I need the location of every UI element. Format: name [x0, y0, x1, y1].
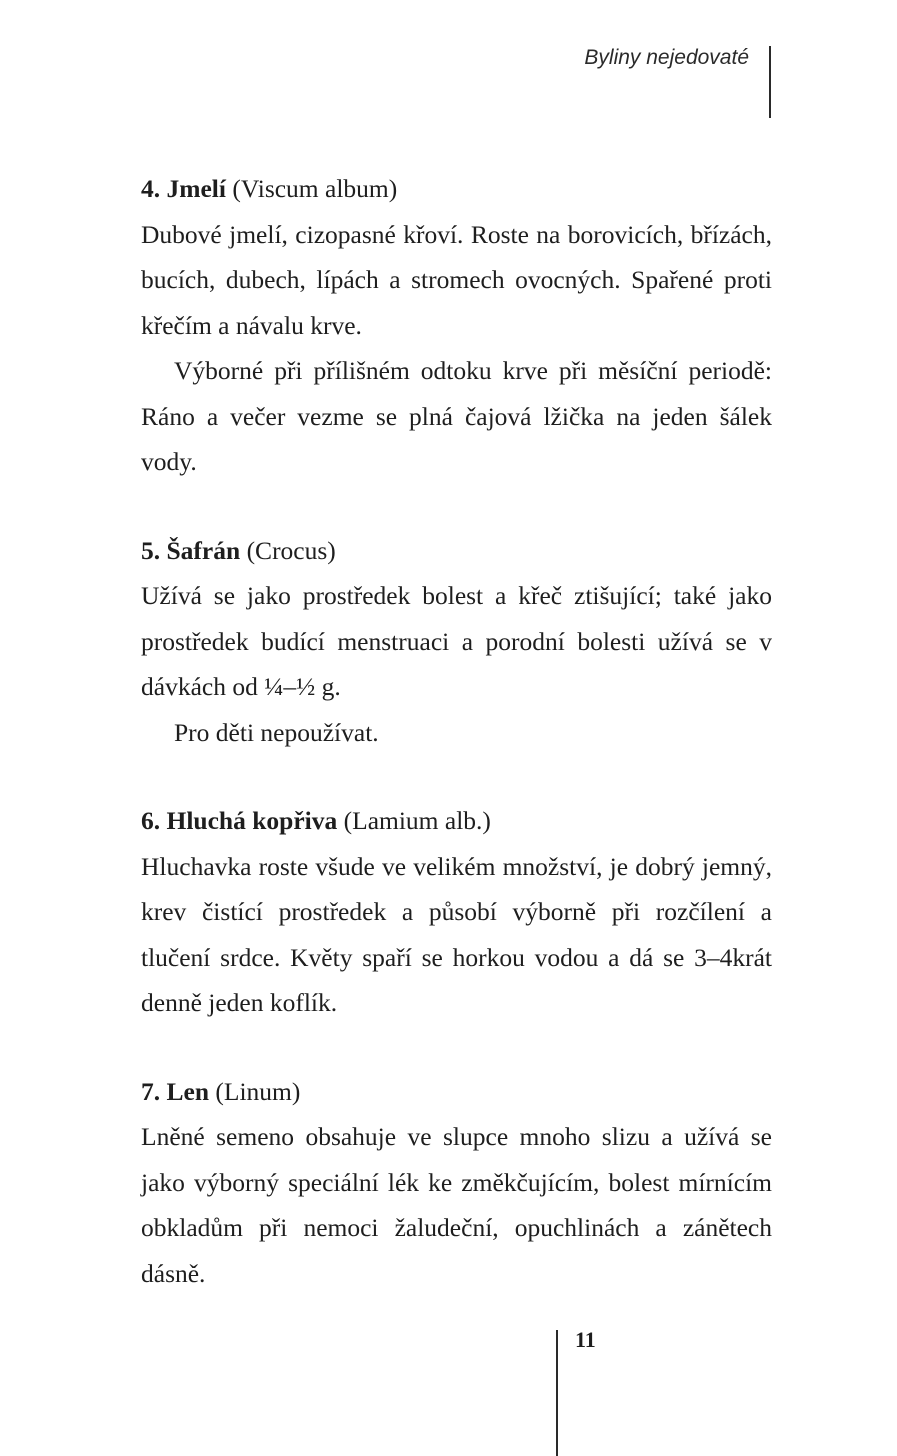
- entry-paragraph: Výborné při přílišném odtoku krve při měsíční periodě: Ráno a večer vezme se plná čajová lžička na jeden šálek vody.: [141, 356, 772, 476]
- entry-latin-name: (Linum): [215, 1076, 301, 1106]
- header-vertical-rule: [769, 46, 771, 118]
- entry-number: 6.: [141, 806, 161, 835]
- entry-paragraph: Hluchavka roste všude ve velikém množství, je dobrý jemný, krev čistící prostředek a působí výborně při rozčílení a tlučení srdce. Květy spaří se horkou vodou a dá se 3–4krát denně jeden koflík.: [141, 851, 772, 1017]
- entry-name: Jmelí: [166, 174, 226, 203]
- running-head-title: Byliny nejedovaté: [584, 46, 749, 69]
- entry-title: [141, 528, 772, 574]
- entry-jmeli: [141, 166, 772, 485]
- entry-name: Šafrán: [166, 535, 241, 565]
- entry-title: [141, 1069, 772, 1115]
- entry-number: 4.: [141, 174, 161, 203]
- entry-safran: [141, 528, 772, 756]
- entry-hlucha-kopriva: [141, 798, 772, 1026]
- footer-vertical-rule: [556, 1330, 558, 1456]
- entry-latin-name: (Crocus): [246, 535, 336, 565]
- entry-len: [141, 1069, 772, 1297]
- entry-name: Len: [166, 1076, 210, 1106]
- entry-title: [141, 798, 772, 844]
- entry-latin-name: (Viscum album): [232, 174, 398, 203]
- entry-latin-name: (Lamium alb.): [343, 806, 491, 835]
- entry-number: 7.: [141, 1076, 161, 1106]
- entry-paragraph: Užívá se jako prostředek bolest a křeč ztišující; také jako prostředek budící menstruaci a porodní bolesti užívá se v dávkách od ¼–½ g.: [141, 581, 772, 701]
- entry-title: [141, 166, 772, 212]
- entry-paragraph: Pro děti nepoužívat.: [174, 717, 379, 747]
- entry-name: Hluchá kopřiva: [166, 806, 338, 835]
- page-number: 11: [575, 1327, 596, 1352]
- entry-number: 5.: [141, 535, 161, 565]
- page-content: [141, 166, 772, 1339]
- entry-paragraph: Lněné semeno obsahuje ve slupce mnoho slizu a užívá se jako výborný speciální lék ke změkčujícím, bolest mírnícím obkladům při nemoci žaludeční, opuchlinách a zánětech dásně.: [141, 1122, 772, 1288]
- entry-paragraph: Dubové jmelí, cizopasné křoví. Roste na borovicích, břízách, bucích, dubech, lípách a stromech ovocných. Spařené proti křečím a návalu krve.: [141, 219, 772, 340]
